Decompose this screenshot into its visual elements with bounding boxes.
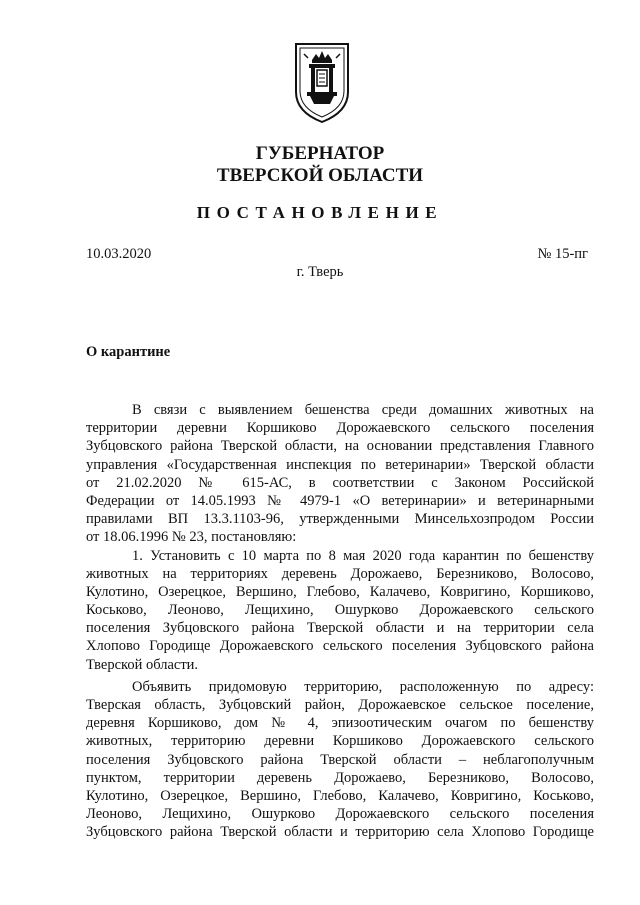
body-line: управления «Государственная инспекция по ветеринарии» Тверской области bbox=[86, 456, 594, 473]
body-line: поселения Зубцовского района Тверской области – неблагополучным bbox=[86, 751, 594, 768]
body-line: Объявить придомовую территорию, расположенную по адресу: bbox=[132, 678, 594, 695]
authority-title-line1: ГУБЕРНАТОР bbox=[255, 143, 385, 164]
body-line: Коськово, Леоново, Лещихино, Ошурково Дорожаевского сельского bbox=[86, 602, 594, 619]
document-body bbox=[86, 401, 594, 842]
document-subject: О карантине bbox=[86, 344, 171, 360]
body-line: территории деревни Коршиково Дорожаевского сельского поселения bbox=[86, 420, 594, 437]
body-line: правилами ВП 13.3.1103-96, утвержденными Минсельхозпродом России bbox=[86, 511, 594, 528]
body-line: пунктом, территории деревень Дорожаево, Березниково, Волосово, bbox=[86, 769, 594, 786]
document-number: № 15-пг bbox=[537, 246, 588, 262]
body-line: поселения Зубцовского района Тверской области и на территории села bbox=[86, 620, 594, 637]
body-line: деревня Коршиково, дом № 4, эпизоотическим очагом по бешенству bbox=[86, 715, 594, 732]
body-line: Тверская область, Зубцовский район, Дорожаевское сельское поселение, bbox=[86, 697, 594, 713]
document-type: ПОСТАНОВЛЕНИЕ bbox=[196, 203, 444, 222]
coat-of-arms-icon bbox=[292, 40, 352, 124]
body-line: Кулотино, Озерецкое, Вершино, Глебово, Калачево, Ковригино, Коськово, bbox=[86, 787, 594, 804]
body-line: Тверской области. bbox=[86, 656, 199, 673]
body-line: Федерации от 14.05.1993 № 4979-1 «О ветеринарии» и ветеринарными bbox=[86, 492, 594, 509]
body-line: от 21.02.2020 № 615-АС, в соответствии с Законом Российской bbox=[86, 474, 594, 491]
authority-title-line2: ТВЕРСКОЙ ОБЛАСТИ bbox=[216, 165, 424, 186]
body-line: животных на территориях деревень Дорожаево, Березниково, Волосово, bbox=[86, 565, 594, 582]
body-line: Леоново, Лещихино, Ошурково Дорожаевского сельского поселения bbox=[86, 806, 594, 823]
body-line: Зубцовского района Тверской области и территорию села Хлопово Городище bbox=[86, 824, 594, 841]
body-line: В связи с выявлением бешенства среди домашних животных на bbox=[132, 402, 594, 418]
body-line: 1. Установить с 10 марта по 8 мая 2020 года карантин по бешенству bbox=[132, 547, 594, 564]
body-line: животных, территорию деревни Коршиково Дорожаевского сельского bbox=[86, 733, 594, 750]
body-line: Зубцовского района Тверской области, на основании представления Главного bbox=[86, 438, 594, 455]
body-line: от 18.06.1996 № 23, постановляю: bbox=[86, 529, 297, 546]
document-date: 10.03.2020 bbox=[86, 246, 152, 262]
body-line: Хлопово Городище Дорожаевского сельского поселения Зубцовского района bbox=[86, 638, 594, 655]
body-line: Кулотино, Озерецкое, Вершино, Глебово, Калачево, Ковригино, Коршиково, bbox=[86, 583, 594, 600]
document-city: г. Тверь bbox=[296, 264, 344, 280]
